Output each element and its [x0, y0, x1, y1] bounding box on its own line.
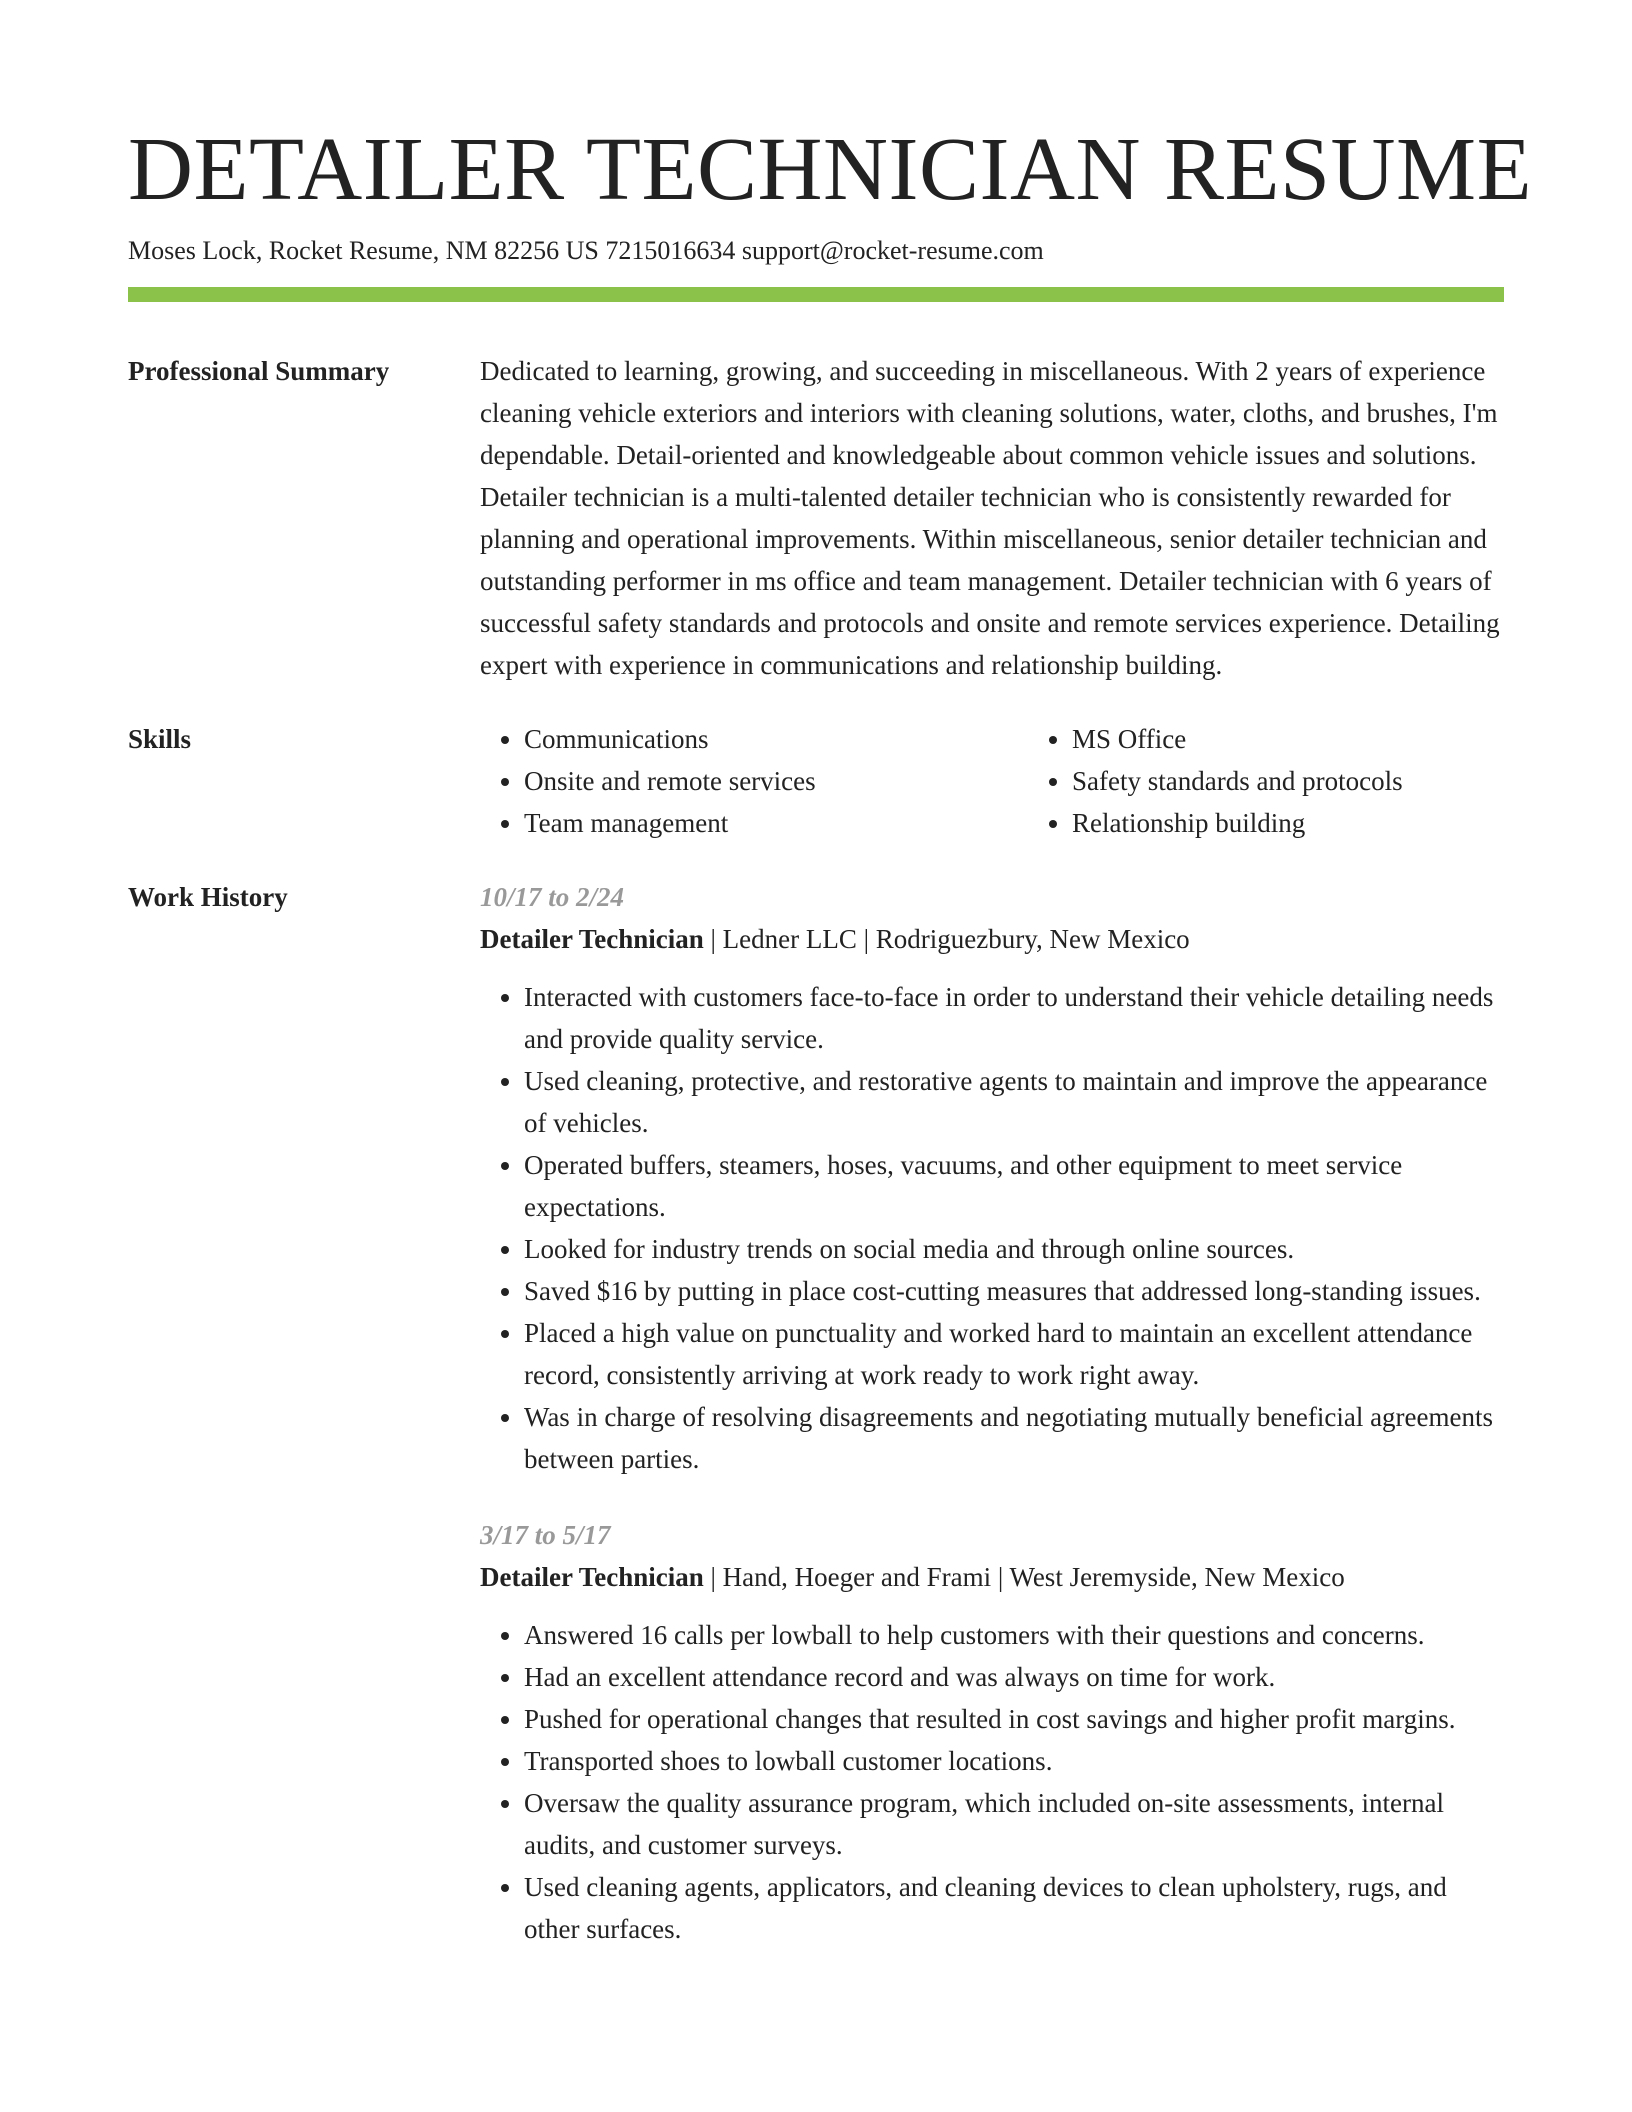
job-bullet: • Used cleaning, protective, and restorative agents to maintain and improve the appearance of vehicles.: [524, 1060, 1504, 1144]
skill-item: • Onsite and remote services: [524, 760, 1028, 802]
job-bullet: • Looked for industry trends on social media and through online sources.: [524, 1228, 1504, 1270]
skill-item: • MS Office: [1072, 718, 1576, 760]
job-bullet: • Oversaw the quality assurance program, which included on-site assessments, internal audits, and customer surveys.: [524, 1782, 1504, 1866]
work-history-section: [128, 876, 1504, 1950]
job-heading: [480, 918, 1504, 960]
section-label-skills: Skills: [128, 724, 192, 754]
job-bullets: [480, 976, 1504, 1480]
job-bullet: • Placed a high value on punctuality and worked hard to maintain an excellent attendance record, consistently arriving at work ready to work right away.: [524, 1312, 1504, 1396]
job-entry: [480, 876, 1504, 1480]
job-title: Detailer Technician: [480, 924, 704, 954]
resume-title: DETAILER TECHNICIAN RESUME: [128, 120, 1533, 219]
job-entry: [480, 1514, 1504, 1950]
job-dates: 3/17 to 5/17: [480, 1520, 611, 1550]
skill-item: • Relationship building: [1072, 802, 1576, 844]
job-dates: 10/17 to 2/24: [480, 882, 625, 912]
job-bullet: • Operated buffers, steamers, hoses, vacuums, and other equipment to meet service expectations.: [524, 1144, 1504, 1228]
job-details: | Hand, Hoeger and Frami | West Jeremyside, New Mexico: [703, 1562, 1345, 1592]
header-divider: [128, 287, 1504, 302]
skills-grid: [480, 718, 1576, 844]
job-details: | Ledner LLC | Rodriguezbury, New Mexico: [703, 924, 1190, 954]
job-bullet: • Was in charge of resolving disagreements and negotiating mutually beneficial agreements between parties.: [524, 1396, 1504, 1480]
job-bullet: • Had an excellent attendance record and was always on time for work.: [524, 1656, 1504, 1698]
skills-column-right: [1028, 718, 1576, 844]
section-label-summary: Professional Summary: [128, 356, 390, 386]
job-heading: [480, 1556, 1504, 1598]
skill-item: • Safety standards and protocols: [1072, 760, 1576, 802]
skill-item: • Communications: [524, 718, 1028, 760]
job-bullet: • Pushed for operational changes that resulted in cost savings and higher profit margins.: [524, 1698, 1504, 1740]
summary-text: Dedicated to learning, growing, and succeeding in miscellaneous. With 2 years of experience cleaning vehicle exteriors and interiors with cleaning solutions, water, cloths, and brushes, I'm dependable. Detail-oriented and knowledgeable about common vehicle issues and solutions. Detailer technician is a multi-talented detailer technician who is consistently rewarded for planning and operational improvements. Within miscellaneous, senior detailer technician and outstanding performer in ms office and team management. Detailer technician with 6 years of successful safety standards and protocols and onsite and remote services experience. Detailing expert with experience in communications and relationship building.: [480, 356, 1500, 680]
skill-item: • Team management: [524, 802, 1028, 844]
contact-line: Moses Lock, Rocket Resume, NM 82256 US 7215016634 support@rocket-resume.com: [128, 236, 1044, 265]
job-bullet: • Saved $16 by putting in place cost-cutting measures that addressed long-standing issues.: [524, 1270, 1504, 1312]
job-bullet: • Interacted with customers face-to-face in order to understand their vehicle detailing needs and provide quality service.: [524, 976, 1504, 1060]
job-bullets: [480, 1614, 1504, 1950]
job-bullet: • Used cleaning agents, applicators, and cleaning devices to clean upholstery, rugs, and other surfaces.: [524, 1866, 1504, 1950]
professional-summary-section: [128, 350, 1504, 686]
job-title: Detailer Technician: [480, 1562, 704, 1592]
job-bullet: • Answered 16 calls per lowball to help customers with their questions and concerns.: [524, 1614, 1504, 1656]
job-bullet: • Transported shoes to lowball customer locations.: [524, 1740, 1504, 1782]
section-label-work: Work History: [128, 882, 288, 912]
resume-page: [128, 118, 1533, 1950]
skills-column-left: [480, 718, 1028, 844]
skills-section: [128, 718, 1504, 844]
